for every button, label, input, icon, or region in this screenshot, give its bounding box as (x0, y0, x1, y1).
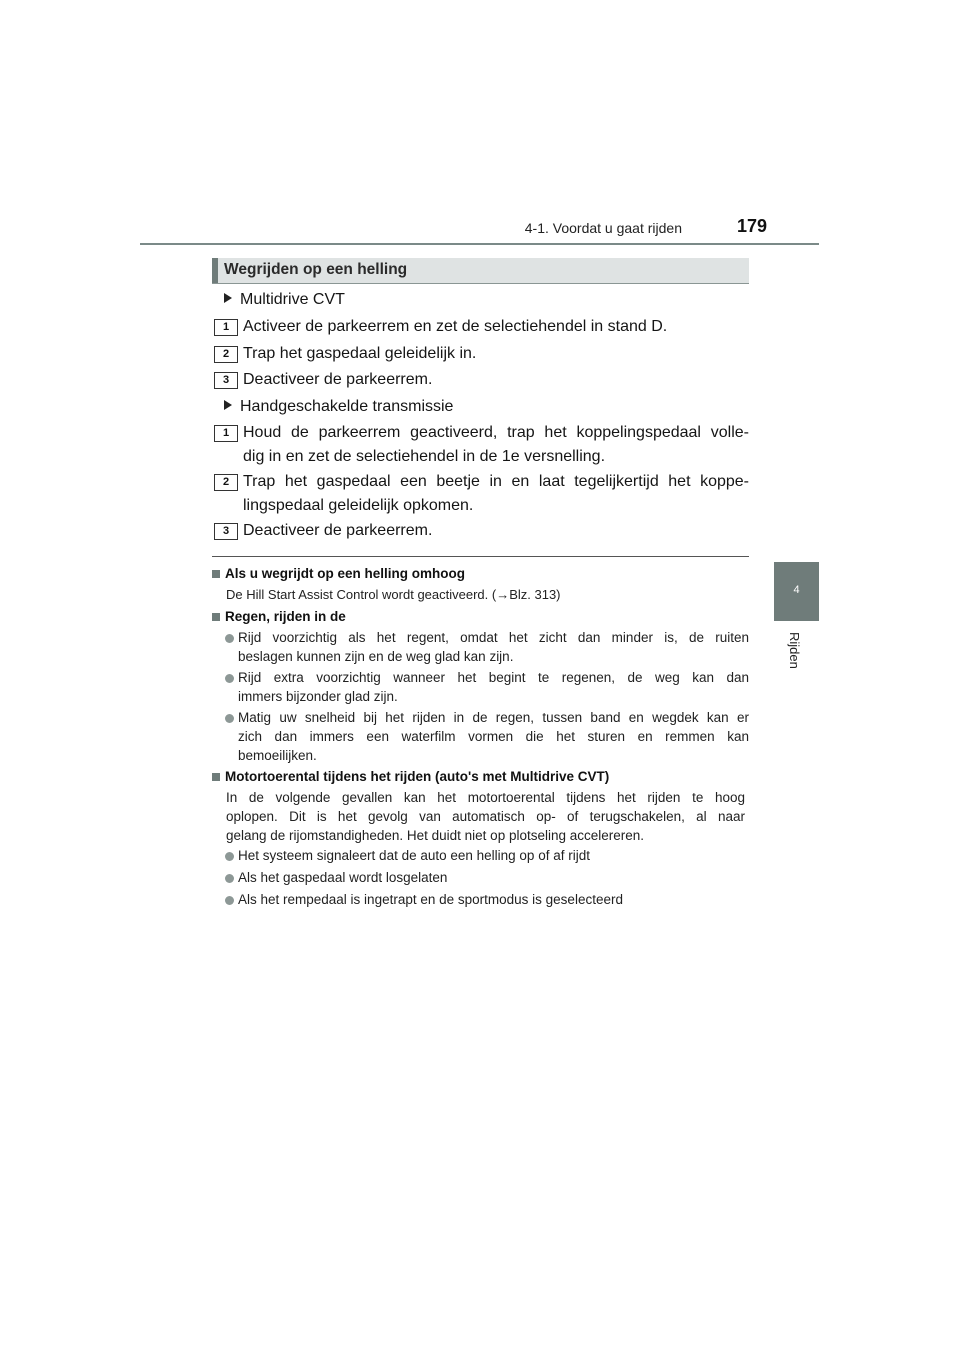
round-bullet-icon (225, 874, 234, 883)
subsection-cvt (224, 291, 345, 309)
step-badge-manual-3: 3 (214, 523, 238, 540)
chapter-tab (774, 562, 819, 621)
note-heading-rain: Regen, rijden in de (212, 609, 346, 624)
note-rain-bullet-2b: immers bijzonder glad zijn. (238, 689, 398, 704)
section-heading-bar (212, 258, 749, 284)
note-rpm-text-2: oplopen. Dit is het gevolg van automatisch op- of terugschakelen, al naar (226, 809, 745, 824)
note-rain-bullet-3c: bemoeilijken. (238, 748, 317, 763)
step-text-manual-2a: Trap het gaspedaal een beetje in en laat tegelijkertijd het koppe- (243, 473, 749, 490)
note-rain-bullet-3b: zich dan immers een waterfilm vormen die het sturen en remmen kan (238, 729, 749, 744)
square-bullet-icon (212, 613, 220, 621)
chapter-number: 4 (793, 584, 800, 596)
triangle-bullet-icon (224, 293, 232, 303)
section-heading-accent (212, 258, 218, 283)
subsection-manual-title: Handgeschakelde transmissie (240, 398, 454, 415)
note-rain-bullet-1a: Rijd voorzichtig als het regent, omdat het zicht dan minder is, de ruiten (238, 630, 749, 645)
note-rain-bullet-2a: Rijd extra voorzichtig wanneer het begint te regenen, de weg kan dan (238, 670, 749, 685)
note-heading-rpm: Motortoerental tijdens het rijden (auto's met Multidrive CVT) (212, 769, 609, 784)
chapter-label: Rijden (787, 632, 802, 669)
step-text-manual-1a: Houd de parkeerrem geactiveerd, trap het koppelingspedaal volle- (243, 424, 749, 441)
header-rule (140, 243, 819, 245)
note-heading-uphill: Als u wegrijdt op een helling omhoog (212, 566, 465, 581)
step-badge-cvt-1: 1 (214, 319, 238, 336)
note-rpm-bullet-1: Het systeem signaleert dat de auto een helling op of af rijdt (238, 848, 590, 863)
round-bullet-icon (225, 714, 234, 723)
round-bullet-icon (225, 896, 234, 905)
step-badge-manual-1: 1 (214, 425, 238, 442)
step-text-manual-2b: lingspedaal geleidelijk opkomen. (243, 497, 474, 514)
notes-divider (212, 556, 749, 557)
step-badge-manual-2: 2 (214, 474, 238, 491)
note-rpm-text-1: In de volgende gevallen kan het motortoerental tijdens het rijden te hoog (226, 790, 745, 805)
note-rpm-text-3: gelang de rijomstandigheden. Het duidt niet op plotseling accelereren. (226, 828, 645, 843)
note-rain-bullet-1b: beslagen kunnen zijn en de weg glad kan zijn. (238, 649, 514, 664)
step-badge-cvt-2: 2 (214, 346, 238, 363)
step-text-cvt-2: Trap het gaspedaal geleidelijk in. (243, 345, 477, 362)
round-bullet-icon (225, 674, 234, 683)
chapter-label-box (773, 630, 818, 690)
round-bullet-icon (225, 634, 234, 643)
step-text-manual-3: Deactiveer de parkeerrem. (243, 522, 433, 539)
running-header-section: 4-1. Voordat u gaat rijden (524, 220, 682, 236)
section-title: Wegrijden op een helling (224, 261, 408, 278)
note-rain-bullet-3a: Matig uw snelheid bij het rijden in de regen, tussen band en wegdek kan er (238, 710, 749, 725)
square-bullet-icon (212, 773, 220, 781)
step-text-manual-1b: dig in en zet de selectiehendel in de 1e versnelling. (243, 448, 606, 465)
step-badge-cvt-3: 3 (214, 372, 238, 389)
note-text-uphill: De Hill Start Assist Control wordt geactiveerd. (→Blz. 313) (226, 587, 561, 602)
subsection-cvt-title: Multidrive CVT (240, 291, 345, 308)
note-rpm-bullet-2: Als het gaspedaal wordt losgelaten (238, 870, 448, 885)
note-rpm-bullet-3: Als het rempedaal is ingetrapt en de sportmodus is geselecteerd (238, 892, 623, 907)
step-text-cvt-1: Activeer de parkeerrem en zet de selectiehendel in stand D. (243, 318, 668, 335)
step-text-cvt-3: Deactiveer de parkeerrem. (243, 371, 433, 388)
page-number: 179 (737, 216, 768, 236)
square-bullet-icon (212, 570, 220, 578)
round-bullet-icon (225, 852, 234, 861)
subsection-manual (224, 398, 453, 416)
triangle-bullet-icon (224, 400, 232, 410)
